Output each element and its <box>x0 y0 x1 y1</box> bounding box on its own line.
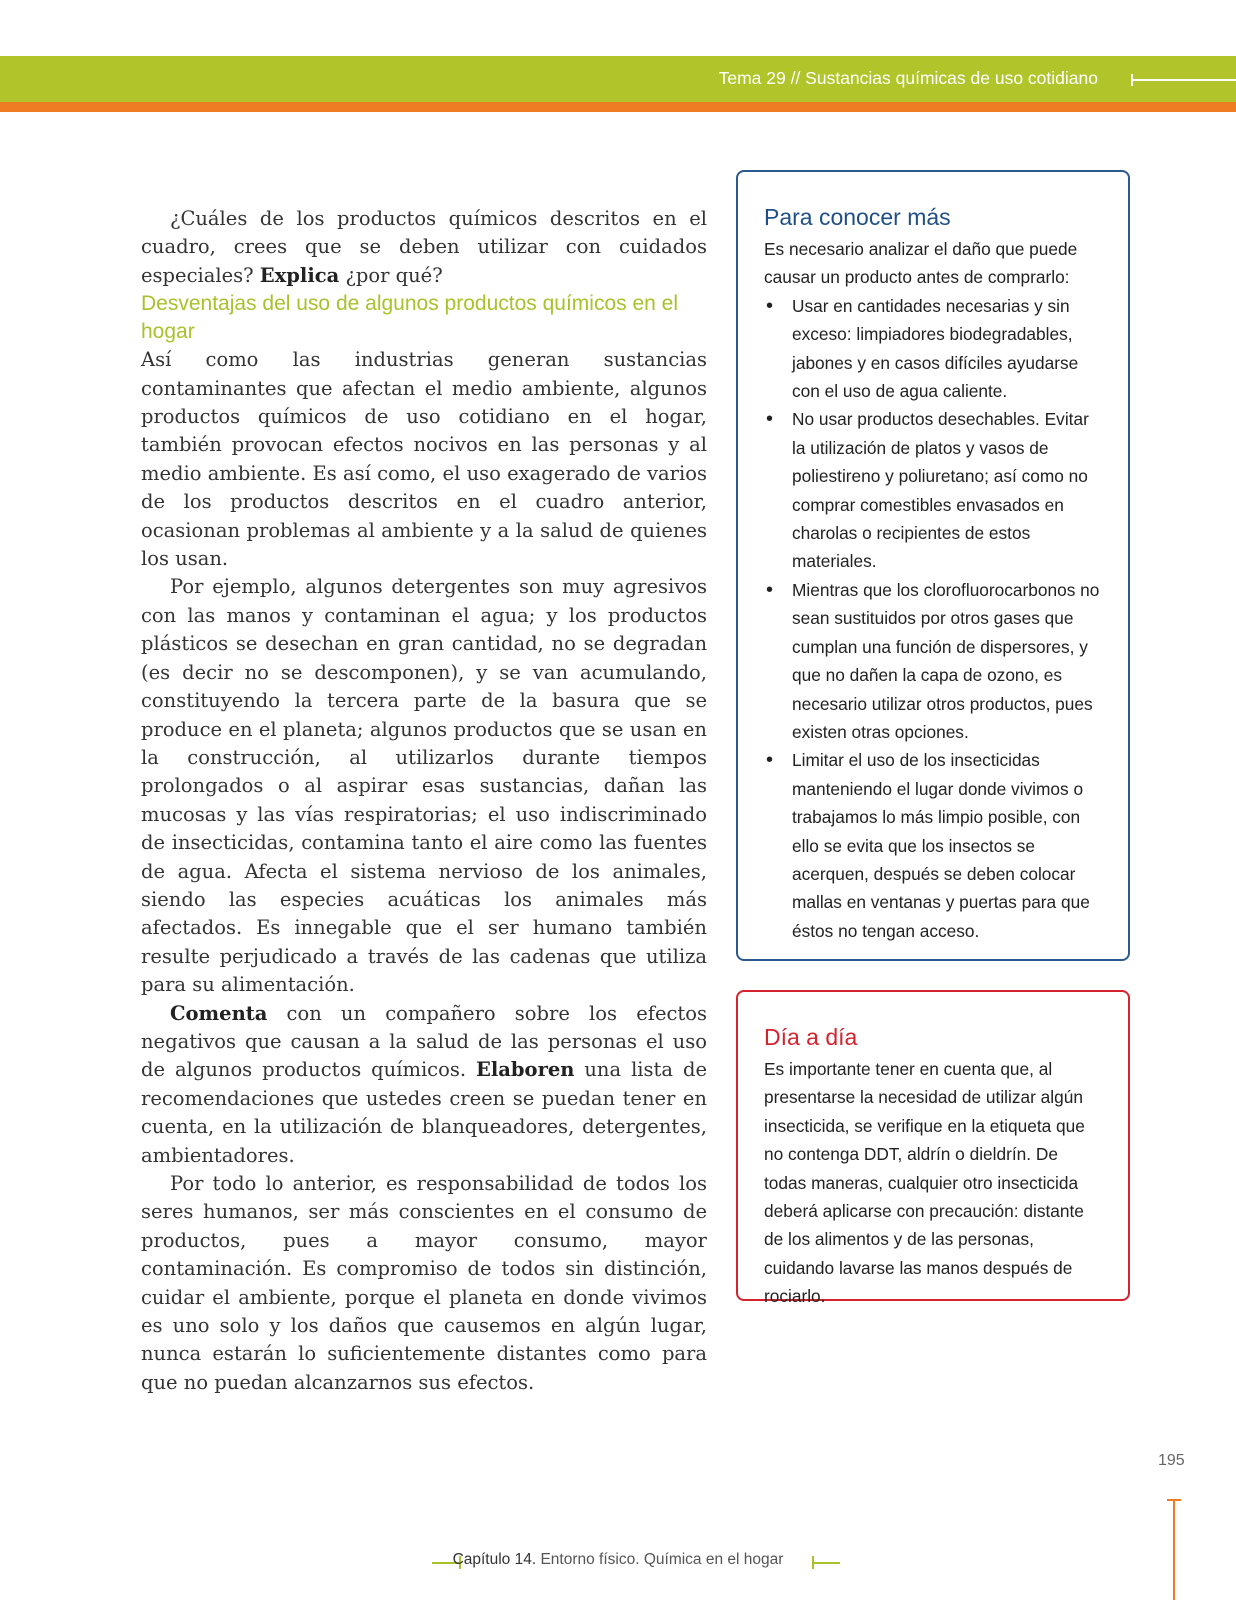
paragraph-1: Así como las industrias generan sustancias contaminantes que afectan el medio ambiente, algunos productos químicos de uso cotidiano en el hogar, también provocan efectos nocivos en las personas y al medio ambiente. Es así como, el uso exagerado de varios de los productos descritos en el cuadro anterior, ocasionan problemas al ambiente y a la salud de quienes los usan. <box>141 348 707 571</box>
box-body <box>764 235 1104 945</box>
main-text-column <box>141 205 707 1397</box>
paragraph-2: Por ejemplo, algunos detergentes son muy agresivos con las manos y contaminan el agua; y los productos plásticos se desechan en gran cantidad, no se degradan (es decir no se descomponen), y se van acumulando, constituyendo la tercera parte de la basura que se produce en el planeta; algunos productos que se usan en la construcción, al utilizarlos durante tiempos prolongados o al aspirar esas sustancias, dañan las mucosas y las vías respiratorias; el uso indiscriminado de insecticidas, contamina tanto el aire como las fuentes de agua. Afecta el sistema nervioso de los animales, siendo las especies acuáticas los animales más afectados. Es innegable que el ser humano también resulte perjudicado a través de las cadenas que utiliza para su alimentación. <box>141 575 707 997</box>
footer-line-right <box>812 1562 840 1564</box>
header-line <box>1131 79 1236 81</box>
para-conocer-mas-box <box>736 170 1130 961</box>
side-line <box>1173 1499 1175 1600</box>
box-intro: Es necesario analizar el daño que puede causar un producto antes de comprarlo: <box>764 239 1078 288</box>
box-title: Para conocer más <box>764 204 951 230</box>
list-item: • Limitar el uso de los insecticidas manteniendo el lugar donde vivimos o trabajamos lo más limpio posible, con ello se evita que los insectos se acerquen, después se deben colocar mallas en ventanas y puertas para que éstos no tengan acceso. <box>764 746 1104 945</box>
page-number: 195 <box>1158 1452 1185 1469</box>
footer-chapter: Capítulo 14. Entorno físico. Química en el hogar <box>452 1551 784 1568</box>
box-title: Día a día <box>764 1024 858 1050</box>
header-title: Tema 29 // Sustancias químicas de uso cotidiano <box>718 68 1098 88</box>
header-orange-band <box>0 102 1236 112</box>
recommendation-list <box>764 292 1104 945</box>
paragraph-3: Comenta con un compañero sobre los efectos negativos que causan a la salud de las personas el uso de algunos productos químicos. Elaboren una lista de recomendaciones que ustedes creen se puedan tener en cuenta, en la utilización de blanqueadores, detergentes, ambientadores. <box>141 1001 707 1167</box>
list-item: • No usar productos desechables. Evitar la utilización de platos y vasos de poliestireno y poliuretano; así como no comprar comestibles envasados en charolas o recipientes de estos materiales. <box>764 405 1104 575</box>
list-item: • Usar en cantidades necesarias y sin exceso: limpiadores biodegradables, jabones y en casos difíciles ayudarse con el uso de agua caliente. <box>764 292 1104 406</box>
box-body: Es importante tener en cuenta que, al presentarse la necesidad de utilizar algún insecticida, se verifique en la etiqueta que no contenga DDT, aldrín o dieldrín. De todas maneras, cualquier otro insecticida deberá aplicarse con precaución: distante de los alimentos y de las personas, cuidando lavarse las manos después de rociarlo. <box>764 1059 1085 1307</box>
dia-a-dia-box <box>736 990 1130 1307</box>
section-subheading: Desventajas del uso de algunos productos químicos en el hogar <box>141 292 678 344</box>
question-paragraph: ¿Cuáles de los productos químicos descritos en el cuadro, crees que se deben utilizar con cuidados especiales? Explica ¿por qué? <box>141 207 707 287</box>
paragraph-4: Por todo lo anterior, es responsabilidad de todos los seres humanos, ser más conscientes en el consumo de productos, pues a mayor consumo, mayor contaminación. Es compromiso de todos sin distinción, cuidar el ambiente, porque el planeta en donde vivimos es uno solo y los daños que causemos en algún lugar, nunca estarán lo suficientemente distantes como para que no puedan alcanzarnos sus efectos. <box>141 1172 707 1394</box>
list-item: • Mientras que los clorofluorocarbonos no sean sustituidos por otros gases que cumplan una función de dispersores, y que no dañen la capa de ozono, es necesario utilizar otros productos, pues existen otras opciones. <box>764 576 1104 746</box>
